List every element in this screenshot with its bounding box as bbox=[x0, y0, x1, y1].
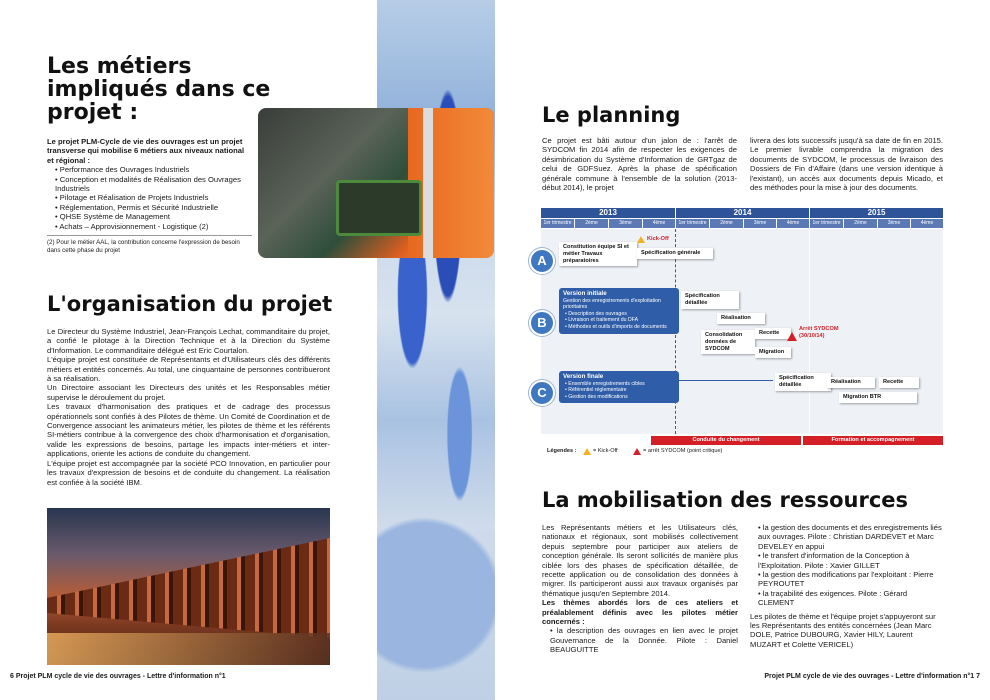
phase-b-box bbox=[559, 288, 679, 334]
mobilisation-col2 bbox=[750, 523, 943, 649]
paragraph-bold: Les thèmes abordés lors de ces ateliers et préalablement définis avec les pilotes métier concernés : bbox=[542, 598, 738, 627]
spec-detaillee-box: Spécification détaillée bbox=[681, 291, 739, 309]
phase-c-arrow bbox=[671, 380, 773, 381]
trimester: 3ème bbox=[878, 219, 910, 228]
legend-kickoff: = Kick-Off bbox=[593, 448, 618, 454]
organisation-text bbox=[47, 327, 330, 487]
formation-bar: Formation et accompagnement bbox=[803, 436, 943, 445]
metiers-intro: Le projet PLM-Cycle de vie des ouvrages est un projet transverse qui mobilise 6 métiers aux niveaux national et régional : bbox=[47, 137, 245, 165]
title-planning: Le planning bbox=[542, 103, 681, 127]
metiers-list bbox=[47, 165, 252, 231]
trimester: 2ème bbox=[710, 219, 743, 228]
trimester: 4ème bbox=[911, 219, 943, 228]
photo-pipes-stack bbox=[47, 508, 330, 665]
phase-c-title: Version finale bbox=[563, 373, 604, 380]
paragraph: Les pilotes de thème et l'équipe projet s'appuyeront sur les Représentants des entités concernées (Jean Marc DOLE, Patrice DUBOURG, Xavier HILY, Laurent MUZART et Colette VERICEL) bbox=[750, 611, 936, 649]
photo-ground-light bbox=[47, 633, 330, 665]
paragraph: Les travaux d'harmonisation des pratiques et de cadrage des processus opérationnels sont confiés à des Pilotes de thème. Un Comité de Coordination et de Convergence associant les animateurs métier, les pilotes de thème et les référents SI-métiers contribue à la convergence des choix d'harmonisation et d'organisation, valide les expressions de besoins, partage les impacts inter-métiers et inter-applications, oriente les actions de conduite du changement. bbox=[47, 402, 330, 459]
arret-triangle bbox=[787, 332, 797, 341]
migration-box: Migration bbox=[755, 347, 791, 358]
footnote: (2) Pour le métier AAL, la contribution concerne l'expression de besoin dans cette phase du projet bbox=[47, 235, 252, 254]
list-item: • la gestion des documents et des enregistrements liés aux ouvrages. Pilote : Christian DARDEVET et Marc DEVELEY en appui bbox=[758, 523, 943, 551]
consolidation-box: Consolidation données de SYDCOM bbox=[701, 330, 755, 354]
list-item: • Conception et modalités de Réalisation des Ouvrages Industriels bbox=[55, 175, 252, 194]
photo-tablet bbox=[336, 180, 422, 236]
list-item: • Description des ouvrages bbox=[565, 311, 675, 318]
list-item: • Gestion des modifications bbox=[565, 394, 675, 401]
list-item: • Livraison et traitement du DFA bbox=[565, 317, 675, 324]
spec-generale-box: Spécification générale bbox=[637, 248, 713, 259]
list-item: • la traçabilité des exigences. Pilote : Gérard CLEMENT bbox=[758, 589, 943, 608]
legend-arret: = arrêt SYDCOM (point critique) bbox=[643, 448, 723, 454]
list-item: • la description des ouvrages en lien avec le projet Gouvernance de la Donnée. Pilote : Daniel BEAUGUITTE bbox=[550, 626, 738, 654]
phase-b-marker: B bbox=[529, 310, 555, 336]
list-item: • Achats – Approvisionnement - Logistique (2) bbox=[55, 222, 252, 231]
migration-btr-box: Migration BTR bbox=[839, 392, 917, 403]
footer-right: Projet PLM cycle de vie des ouvrages - Lettre d'information n°1 7 bbox=[764, 673, 980, 680]
trimester: 1er trimestre bbox=[541, 219, 574, 228]
phase-c-marker: C bbox=[529, 380, 555, 406]
realisation2-box: Réalisation bbox=[827, 377, 875, 388]
title-metiers: Les métiers impliqués dans ce projet : bbox=[47, 54, 271, 125]
title-mobilisation: La mobilisation des ressources bbox=[542, 488, 909, 512]
trimester: 2ème bbox=[575, 219, 608, 228]
paragraph: L'équipe projet est accompagnée par la société PCO Innovation, en particulier pour les travaux d'expression de besoins et de conduite du changement. La réalisation est confiée à la société IBM. bbox=[47, 458, 330, 487]
phase-a-box: Constitution équipe SI et métier Travaux préparatoires bbox=[559, 242, 637, 266]
trimester: 3ème bbox=[609, 219, 642, 228]
phase-b-title: Version initiale bbox=[563, 290, 607, 297]
year-2015: 2015 bbox=[810, 208, 943, 218]
list-item: • Pilotage et Réalisation de Projets Industriels bbox=[55, 193, 252, 202]
conduite-changement-bar: Conduite du changement bbox=[651, 436, 801, 445]
legend-arret-icon bbox=[633, 448, 641, 455]
decorative-blue-strip bbox=[377, 0, 495, 700]
phase-c-box bbox=[559, 371, 679, 403]
trimester: 1er trimestre bbox=[676, 219, 709, 228]
kickoff-label: Kick-Off bbox=[647, 236, 669, 242]
kickoff-triangle bbox=[637, 236, 645, 243]
trimester: 4ème bbox=[777, 219, 809, 228]
photo-pipes bbox=[47, 538, 330, 638]
trimester: 2ème bbox=[844, 219, 877, 228]
spec-detaillee2-box: Spécification détaillée bbox=[775, 373, 831, 391]
list-item: • Ensemble enregistrements cibles bbox=[565, 381, 675, 388]
year-2013: 2013 bbox=[541, 208, 675, 218]
planning-col1: Ce projet est bâti autour d'un jalon de : l'arrêt de SYDCOM fin 2014 afin de respecter les exigences de désimbrication du Système d'Information de GRTgaz de celui de GDFSuez. Après la phase de spécification générale commune à l'ensemble de la solution (2013-début 2014), le projet bbox=[542, 136, 737, 193]
list-item: • Performance des Ouvrages Industriels bbox=[55, 165, 252, 174]
legend-label: Légendes : bbox=[547, 448, 577, 454]
photo-reflective-stripe bbox=[423, 108, 433, 258]
title-organisation: L'organisation du projet bbox=[47, 292, 333, 316]
list-item: • Réglementation, Permis et Sécurité Industrielle bbox=[55, 203, 252, 212]
list-item: • la gestion des modifications par l'exploitant : Pierre PEYROUTET bbox=[758, 570, 943, 589]
list-item: • Méthodes et outils d'imports de documents bbox=[565, 324, 675, 331]
trimester: 1er trimestre bbox=[810, 219, 843, 228]
paragraph: Les Représentants métiers et les Utilisateurs clés, nationaux et régionaux, sont mobilisés collectivement depuis septembre pour participer aux ateliers de conception générale. Ils seront sollicités de manière plus ciblée lors des phases de spécification détaillée, de recette application ou de consolidation des données à migrer. Ils participeront aussi aux travaux organisés par thématique jusqu'en Septembre 2014. bbox=[542, 523, 738, 598]
recette-box: Recette bbox=[755, 328, 791, 339]
list-item: • le transfert d'information de la Conception à l'Exploitation. Pilote : Xavier GILLET bbox=[758, 551, 943, 570]
phase-a-marker: A bbox=[529, 248, 555, 274]
planning-col2: livrera des lots successifs jusqu'à sa date de fin en 2015. Le premier livrable comprendra la migration des documents de SYDCOM, le processus de livraison des Dossiers de Fin d'Affaire (dans une version identique à l'existant), un accès aux documents depuis Micado, et des méthodes pour la mise à jour des documents. bbox=[750, 136, 943, 193]
trimester: 4ème bbox=[643, 219, 675, 228]
arret-label: Arrêt SYDCOM (30/10/14) bbox=[799, 326, 839, 339]
paragraph: L'équipe projet est constituée de Représentants et d'Utilisateurs clés des différents métiers et entités concernés. Au total, une cinquantaine de personnes contribueront à sa réalisation. bbox=[47, 355, 330, 384]
list-item: • Référentiel réglementaire bbox=[565, 387, 675, 394]
planning-timeline bbox=[537, 208, 943, 458]
list-item: • QHSE Système de Management bbox=[55, 212, 252, 221]
mobilisation-col1 bbox=[542, 523, 738, 655]
paragraph: Un Directoire associant les Directeurs des unités et les Responsables métier supervise le déroulement du projet. bbox=[47, 383, 330, 402]
legend-kickoff-icon bbox=[583, 448, 591, 455]
recette2-box: Recette bbox=[879, 377, 919, 388]
paragraph: Le Directeur du Système Industriel, Jean-François Lechat, commanditaire du projet, a confié le pilotage à la Direction Technique et à la Direction du Système d'Information. Le commanditaire délégué est Eric Courtalon. bbox=[47, 327, 330, 355]
trimester: 3ème bbox=[744, 219, 776, 228]
metiers-block bbox=[47, 137, 252, 254]
year-2014: 2014 bbox=[676, 208, 809, 218]
realisation-box: Réalisation bbox=[717, 313, 765, 324]
footer-left: 6 Projet PLM cycle de vie des ouvrages - Lettre d'information n°1 bbox=[10, 673, 226, 680]
photo-technician-tablet bbox=[258, 108, 494, 258]
phase-b-text: Gestion des enregistrements d'exploitation prioritaires bbox=[563, 297, 661, 311]
